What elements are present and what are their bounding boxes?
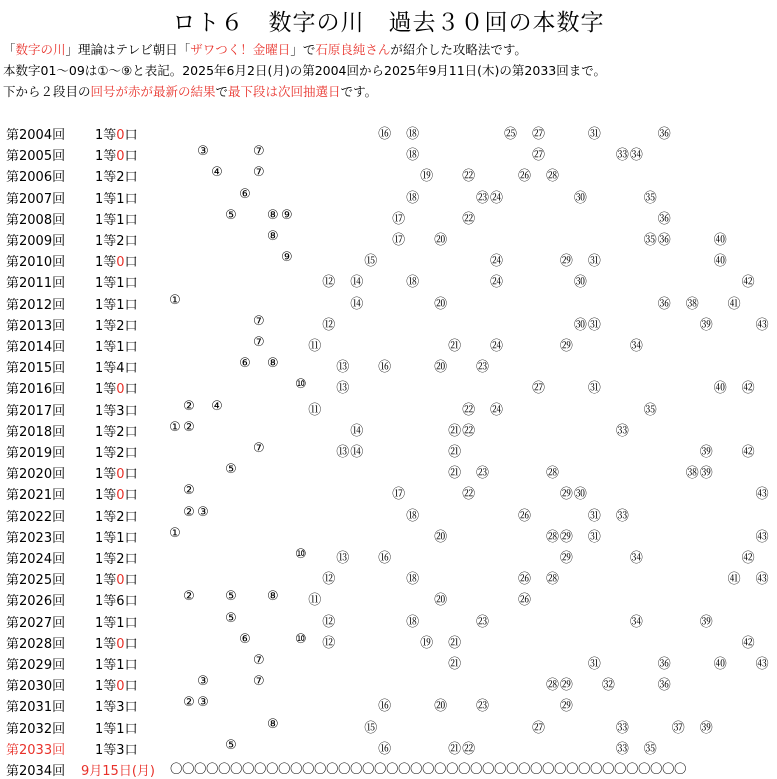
draw-row bbox=[0, 631, 777, 652]
first-prize-count: 1等0口 bbox=[95, 573, 138, 589]
winning-number: ㉚ bbox=[573, 317, 587, 333]
draw-number: 第2004回 bbox=[6, 128, 66, 143]
winning-number: ㉘ bbox=[545, 169, 559, 185]
draw-row bbox=[0, 376, 777, 397]
first-prize-count: 1等0口 bbox=[95, 467, 138, 483]
draw-row bbox=[0, 334, 777, 355]
winning-number: ㉘ bbox=[545, 678, 559, 694]
winning-number: ㉝ bbox=[615, 148, 629, 164]
intro-line-2: 本数字01〜09は①〜⑨と表記。2025年6月2日(月)の第2004回から2025年9月11日(木)の第2033回まで。 bbox=[3, 63, 606, 78]
winning-number: ㊷ bbox=[741, 381, 755, 397]
draw-row bbox=[0, 186, 777, 207]
draw-row bbox=[0, 292, 777, 313]
winning-number: ㉕ bbox=[504, 127, 518, 142]
winning-number: ⑬ bbox=[336, 381, 350, 397]
winning-number: ⑫ bbox=[322, 275, 336, 291]
winning-number: ㉑ bbox=[448, 466, 462, 482]
winning-number: ㊴ bbox=[699, 720, 713, 736]
program-name: ザワつく！金曜日 bbox=[190, 42, 291, 57]
first-prize-count: 1等0口 bbox=[95, 636, 138, 652]
winning-number: ⑧ bbox=[267, 229, 279, 244]
first-prize-count: 1等0口 bbox=[95, 382, 138, 398]
winning-number: ⑫ bbox=[322, 572, 336, 588]
first-prize-count: 1等0口 bbox=[95, 255, 138, 271]
winning-number: ⑨ bbox=[281, 207, 293, 223]
winning-number: ⑳ bbox=[434, 593, 448, 609]
winning-number: ⑱ bbox=[406, 127, 420, 142]
winning-number: ㊵ bbox=[713, 657, 727, 672]
draw-number: 第2013回 bbox=[6, 318, 66, 334]
winning-number: ⑤ bbox=[225, 589, 237, 605]
draw-number: 第2027回 bbox=[6, 615, 66, 631]
winning-number: ② bbox=[183, 483, 195, 499]
draw-row bbox=[0, 398, 777, 419]
winning-number: ③ bbox=[197, 144, 209, 160]
winning-number: ⑳ bbox=[434, 699, 448, 715]
winning-number: ㉝ bbox=[615, 508, 629, 524]
winning-number: ㊷ bbox=[741, 275, 755, 291]
winning-number: ㉛ bbox=[587, 529, 601, 545]
draw-number: 第2008回 bbox=[6, 212, 66, 228]
winning-number: ⑱ bbox=[406, 148, 420, 164]
winning-number: ⑳ bbox=[434, 360, 448, 376]
first-prize-count: 1等0口 bbox=[95, 679, 138, 695]
winning-number: ㊳ bbox=[685, 296, 699, 312]
winning-number: ㉗ bbox=[531, 720, 545, 736]
winning-number: ㊷ bbox=[741, 551, 755, 566]
first-prize-count: 1等3口 bbox=[95, 403, 138, 419]
winning-number: ⑱ bbox=[406, 572, 420, 588]
first-prize-count: 1等1口 bbox=[95, 721, 138, 737]
draw-row bbox=[0, 461, 777, 482]
winning-number: ⑩ bbox=[294, 377, 307, 393]
winning-number: ⑥ bbox=[239, 186, 251, 202]
winning-number: ㉚ bbox=[573, 487, 587, 503]
draw-number: 第2028回 bbox=[6, 636, 66, 652]
draw-number: 第2022回 bbox=[6, 509, 66, 525]
draw-row bbox=[0, 355, 777, 376]
winning-number: ⑰ bbox=[392, 233, 406, 248]
winning-number: ⑦ bbox=[253, 165, 265, 181]
winning-number: ㉙ bbox=[559, 254, 573, 270]
winning-number: ㉒ bbox=[462, 423, 476, 439]
winning-number: ㊸ bbox=[755, 317, 769, 333]
winning-number: ㉛ bbox=[587, 657, 601, 672]
draw-number: 第2005回 bbox=[6, 149, 66, 165]
first-prize-count: 1等1口 bbox=[95, 297, 138, 313]
draw-number: 第2016回 bbox=[6, 382, 66, 398]
draw-number: 第2024回 bbox=[6, 552, 66, 567]
intro-line-1: 「数字の川」理論はテレビ朝日「ザワつく！金曜日」で石原良純さんが紹介した攻略法です。 bbox=[3, 42, 527, 57]
winning-number: ⑦ bbox=[253, 335, 265, 350]
winning-number: ㉔ bbox=[490, 254, 504, 270]
draw-number: 第2021回 bbox=[6, 488, 66, 504]
winning-number: ⑫ bbox=[322, 635, 336, 651]
winning-number: ⑧ bbox=[267, 207, 279, 223]
winning-number: ㊴ bbox=[699, 466, 713, 482]
winning-number: ⑦ bbox=[253, 441, 265, 456]
winning-number: ② bbox=[183, 695, 195, 711]
winning-number: ㉒ bbox=[462, 169, 476, 185]
winning-number: ㊴ bbox=[699, 614, 713, 630]
winning-number: ⑧ bbox=[267, 589, 279, 605]
winning-number: ㉞ bbox=[629, 551, 643, 566]
winning-number: ㉚ bbox=[573, 190, 587, 206]
draw-number: 第2017回 bbox=[6, 403, 66, 419]
first-prize-count: 1等2口 bbox=[95, 424, 138, 440]
draw-number: 第2031回 bbox=[6, 700, 66, 716]
winning-number: ② bbox=[183, 504, 195, 520]
first-prize-count: 1等2口 bbox=[95, 552, 138, 567]
winning-number: ⑮ bbox=[364, 720, 378, 736]
draw-number: 第2009回 bbox=[6, 234, 66, 249]
winning-number: ⑦ bbox=[253, 653, 265, 668]
winning-number: ㉒ bbox=[462, 402, 476, 418]
winning-number: ㊶ bbox=[727, 572, 741, 588]
draw-row bbox=[0, 567, 777, 588]
draw-number: 第2020回 bbox=[6, 467, 66, 483]
winning-number: ㊱ bbox=[657, 127, 671, 142]
presenter-name: 石原良純さん bbox=[315, 42, 391, 57]
draw-row bbox=[0, 525, 777, 546]
draw-row bbox=[0, 673, 777, 694]
winning-number: ㉞ bbox=[629, 614, 643, 630]
winning-number: ⑮ bbox=[364, 254, 378, 270]
first-prize-count: 1等1口 bbox=[95, 615, 138, 631]
winning-number: ㊸ bbox=[755, 487, 769, 503]
winning-number: ㉛ bbox=[587, 508, 601, 524]
winning-number: ㉓ bbox=[476, 190, 490, 206]
winning-number: ㊵ bbox=[713, 381, 727, 397]
intro-line-3: 下から２段目の回号が赤が最新の結果で最下段は次回抽選日です。 bbox=[3, 84, 378, 99]
next-draw-placeholders: 〇〇〇〇〇〇〇〇〇〇〇〇〇〇〇〇〇〇〇〇〇〇〇〇〇〇〇〇〇〇〇〇〇〇〇〇〇〇〇〇〇〇〇 bbox=[170, 761, 687, 776]
winning-number: ㊲ bbox=[671, 720, 685, 736]
winning-number: ⑲ bbox=[420, 169, 434, 185]
draw-number: 第2025回 bbox=[6, 573, 66, 589]
winning-number: ⑤ bbox=[225, 462, 237, 478]
winning-number: ⑫ bbox=[322, 614, 336, 630]
winning-number: ③ bbox=[197, 504, 209, 520]
draw-row bbox=[0, 440, 777, 461]
winning-number: ⑯ bbox=[378, 699, 392, 715]
winning-number: ㉗ bbox=[531, 127, 545, 142]
winning-number: ㊸ bbox=[755, 657, 769, 672]
winning-number: ㊴ bbox=[699, 445, 713, 460]
winning-number: ⑪ bbox=[308, 593, 322, 609]
winning-number: ⑤ bbox=[225, 207, 237, 223]
winning-number: ⑯ bbox=[378, 360, 392, 376]
winning-number: ㊵ bbox=[713, 233, 727, 248]
winning-number: ⑧ bbox=[267, 356, 279, 372]
winning-number: ㉟ bbox=[643, 233, 657, 248]
winning-number: ㉞ bbox=[629, 339, 643, 354]
winning-number: ⑰ bbox=[392, 487, 406, 503]
winning-number: ㉔ bbox=[490, 190, 504, 206]
winning-number: ㉘ bbox=[545, 529, 559, 545]
draw-number: 第2019回 bbox=[6, 446, 66, 461]
winning-number: ㉔ bbox=[490, 275, 504, 291]
first-prize-count: 1等1口 bbox=[95, 658, 138, 673]
winning-number: ③ bbox=[197, 695, 209, 711]
winning-number: ⑦ bbox=[253, 674, 265, 690]
winning-number: ㉙ bbox=[559, 678, 573, 694]
winning-number: ㉝ bbox=[615, 423, 629, 439]
draw-number: 第2026回 bbox=[6, 594, 66, 610]
winning-number: ㉙ bbox=[559, 529, 573, 545]
winning-number: ㊷ bbox=[741, 445, 755, 460]
draw-row bbox=[0, 482, 777, 503]
first-prize-count: 1等1口 bbox=[95, 530, 138, 546]
winning-number: ⑰ bbox=[392, 211, 406, 227]
draw-row bbox=[0, 546, 777, 567]
winning-number: ㉙ bbox=[559, 339, 573, 354]
winning-number: ㉓ bbox=[476, 614, 490, 630]
winning-number: ④ bbox=[211, 398, 223, 414]
next-draw-row bbox=[0, 758, 777, 779]
winning-number: ㊱ bbox=[657, 211, 671, 227]
draw-row bbox=[0, 207, 777, 228]
winning-number: ⑭ bbox=[350, 445, 364, 460]
winning-number: ㉖ bbox=[517, 593, 531, 609]
draw-row bbox=[0, 313, 777, 334]
draw-row bbox=[0, 737, 777, 758]
winning-number: ⑭ bbox=[350, 296, 364, 312]
winning-number: ⑯ bbox=[378, 741, 392, 757]
winning-number: ㉙ bbox=[559, 699, 573, 715]
winning-number: ㊴ bbox=[699, 317, 713, 333]
winning-number: ② bbox=[183, 419, 195, 435]
draw-number: 第2015回 bbox=[6, 361, 66, 377]
winning-number: ㉑ bbox=[448, 741, 462, 757]
draw-row bbox=[0, 249, 777, 270]
winning-number: ⑤ bbox=[225, 737, 237, 753]
winning-number: ㉓ bbox=[476, 360, 490, 376]
winning-number: ⑤ bbox=[225, 610, 237, 626]
winning-number: ① bbox=[169, 419, 181, 435]
first-prize-count: 1等2口 bbox=[95, 446, 138, 461]
winning-number: ㉘ bbox=[545, 572, 559, 588]
first-prize-count: 1等4口 bbox=[95, 361, 138, 377]
draw-number: 第2012回 bbox=[6, 297, 66, 313]
winning-number: ㉘ bbox=[545, 466, 559, 482]
winning-number: ㉙ bbox=[559, 551, 573, 566]
winning-number: ㉑ bbox=[448, 423, 462, 439]
winning-number: ㉙ bbox=[559, 487, 573, 503]
draw-number: 第2011回 bbox=[6, 276, 66, 292]
winning-number: ㉟ bbox=[643, 741, 657, 757]
winning-number: ② bbox=[183, 589, 195, 605]
winning-number: ⑩ bbox=[294, 547, 307, 562]
draw-row bbox=[0, 143, 777, 164]
winning-number: ㉔ bbox=[490, 339, 504, 354]
winning-number: ⑬ bbox=[336, 445, 350, 460]
draw-row bbox=[0, 228, 777, 249]
winning-number: ⑭ bbox=[350, 423, 364, 439]
winning-number: ① bbox=[169, 292, 181, 308]
winning-number: ⑪ bbox=[308, 339, 322, 354]
winning-number: ① bbox=[169, 525, 181, 541]
winning-number: ㉒ bbox=[462, 487, 476, 503]
winning-number: ⑬ bbox=[336, 360, 350, 376]
winning-number: ⑯ bbox=[378, 127, 392, 142]
winning-number: ㉖ bbox=[517, 169, 531, 185]
winning-number: ㉒ bbox=[462, 741, 476, 757]
winning-number: ㉓ bbox=[476, 466, 490, 482]
draw-number: 第2030回 bbox=[6, 679, 66, 695]
winning-number: ② bbox=[183, 398, 195, 414]
winning-number: ⑱ bbox=[406, 190, 420, 206]
winning-number: ㉜ bbox=[601, 678, 615, 694]
winning-number: ㉑ bbox=[448, 657, 462, 672]
winning-number: ㉗ bbox=[531, 381, 545, 397]
winning-number: ㉖ bbox=[517, 508, 531, 524]
winning-number: ⑱ bbox=[406, 614, 420, 630]
draw-number: 第2014回 bbox=[6, 340, 66, 355]
first-prize-count: 1等1口 bbox=[95, 212, 138, 228]
draw-number: 第2018回 bbox=[6, 424, 66, 440]
next-draw-date: 9月15日(月) bbox=[81, 764, 155, 779]
winning-number: ㉛ bbox=[587, 317, 601, 333]
first-prize-count: 1等2口 bbox=[95, 234, 138, 249]
draw-row bbox=[0, 610, 777, 631]
winning-number: ㊵ bbox=[713, 254, 727, 270]
draw-row bbox=[0, 419, 777, 440]
winning-number: ③ bbox=[197, 674, 209, 690]
first-prize-count: 1等0口 bbox=[95, 128, 138, 143]
winning-number: ⑱ bbox=[406, 275, 420, 291]
winning-number: ⑨ bbox=[281, 250, 293, 266]
winning-number: ㉗ bbox=[531, 148, 545, 164]
draw-number: 第2029回 bbox=[6, 658, 66, 673]
first-prize-count: 1等3口 bbox=[95, 742, 138, 758]
draw-row bbox=[0, 694, 777, 715]
winning-number: ⑯ bbox=[378, 551, 392, 566]
next-draw-number: 第2034回 bbox=[6, 764, 66, 779]
winning-number: ⑦ bbox=[253, 313, 265, 329]
winning-number: ㊷ bbox=[741, 635, 755, 651]
winning-number: ㉒ bbox=[462, 211, 476, 227]
winning-number: ㊸ bbox=[755, 529, 769, 545]
draw-number: 第2006回 bbox=[6, 170, 66, 186]
winning-number: ⑱ bbox=[406, 508, 420, 524]
winning-number: ⑳ bbox=[434, 233, 448, 248]
first-prize-count: 1等0口 bbox=[95, 488, 138, 504]
winning-number: ⑥ bbox=[239, 631, 251, 647]
winning-number: ㉓ bbox=[476, 699, 490, 715]
first-prize-count: 1等1口 bbox=[95, 340, 138, 355]
winning-number: ㉖ bbox=[517, 572, 531, 588]
winning-number: ⑥ bbox=[239, 356, 251, 372]
winning-number: ㉑ bbox=[448, 635, 462, 651]
page-title: ロト６ 数字の川 過去３０回の本数字 bbox=[172, 10, 605, 36]
first-prize-count: 1等3口 bbox=[95, 700, 138, 716]
winning-number: ⑪ bbox=[308, 402, 322, 418]
winning-number: ⑭ bbox=[350, 275, 364, 291]
winning-number: ⑳ bbox=[434, 529, 448, 545]
draw-row bbox=[0, 122, 777, 143]
winning-number: ⑩ bbox=[294, 631, 307, 647]
winning-number: ㉝ bbox=[615, 741, 629, 757]
draw-row bbox=[0, 504, 777, 525]
first-prize-count: 1等1口 bbox=[95, 276, 138, 292]
winning-number: ㉛ bbox=[587, 254, 601, 270]
winning-number: ⑧ bbox=[267, 716, 279, 732]
winning-number: ㉛ bbox=[587, 127, 601, 142]
winning-number: ㉝ bbox=[615, 720, 629, 736]
winning-number: ⑫ bbox=[322, 317, 336, 333]
draw-row bbox=[0, 716, 777, 737]
winning-number: ㉚ bbox=[573, 275, 587, 291]
winning-number: ㉟ bbox=[643, 190, 657, 206]
draw-number: 第2023回 bbox=[6, 530, 66, 546]
first-prize-count: 1等1口 bbox=[95, 191, 138, 207]
winning-number: ㉑ bbox=[448, 445, 462, 460]
first-prize-count: 1等2口 bbox=[95, 318, 138, 334]
draw-number: 第2007回 bbox=[6, 191, 66, 207]
winning-number: ㉞ bbox=[629, 148, 643, 164]
winning-number: ㊱ bbox=[657, 678, 671, 694]
winning-number: ㊱ bbox=[657, 296, 671, 312]
winning-number: ㊱ bbox=[657, 657, 671, 672]
winning-number: ④ bbox=[211, 165, 223, 181]
winning-number: ㉔ bbox=[490, 402, 504, 418]
winning-number: ㊶ bbox=[727, 296, 741, 312]
winning-number: ㊱ bbox=[657, 233, 671, 248]
winning-number: ㉑ bbox=[448, 339, 462, 354]
draw-number: 第2032回 bbox=[6, 721, 66, 737]
draw-row bbox=[0, 164, 777, 185]
first-prize-count: 1等2口 bbox=[95, 509, 138, 525]
theory-name: 数字の川 bbox=[15, 42, 66, 57]
draw-number: 第2010回 bbox=[6, 255, 66, 271]
winning-number: ⑳ bbox=[434, 296, 448, 312]
first-prize-count: 1等6口 bbox=[95, 594, 138, 610]
winning-number: ㊸ bbox=[755, 572, 769, 588]
first-prize-count: 1等2口 bbox=[95, 170, 138, 186]
winning-number: ㉛ bbox=[587, 381, 601, 397]
winning-number: ⑬ bbox=[336, 551, 350, 566]
winning-number: ⑦ bbox=[253, 144, 265, 160]
winning-number: ㊳ bbox=[685, 466, 699, 482]
winning-number: ⑲ bbox=[420, 635, 434, 651]
draw-row bbox=[0, 270, 777, 291]
first-prize-count: 1等0口 bbox=[95, 149, 138, 165]
draw-row bbox=[0, 588, 777, 609]
draw-row bbox=[0, 652, 777, 673]
winning-number: ㉟ bbox=[643, 402, 657, 418]
draw-number: 第2033回 bbox=[6, 742, 66, 758]
